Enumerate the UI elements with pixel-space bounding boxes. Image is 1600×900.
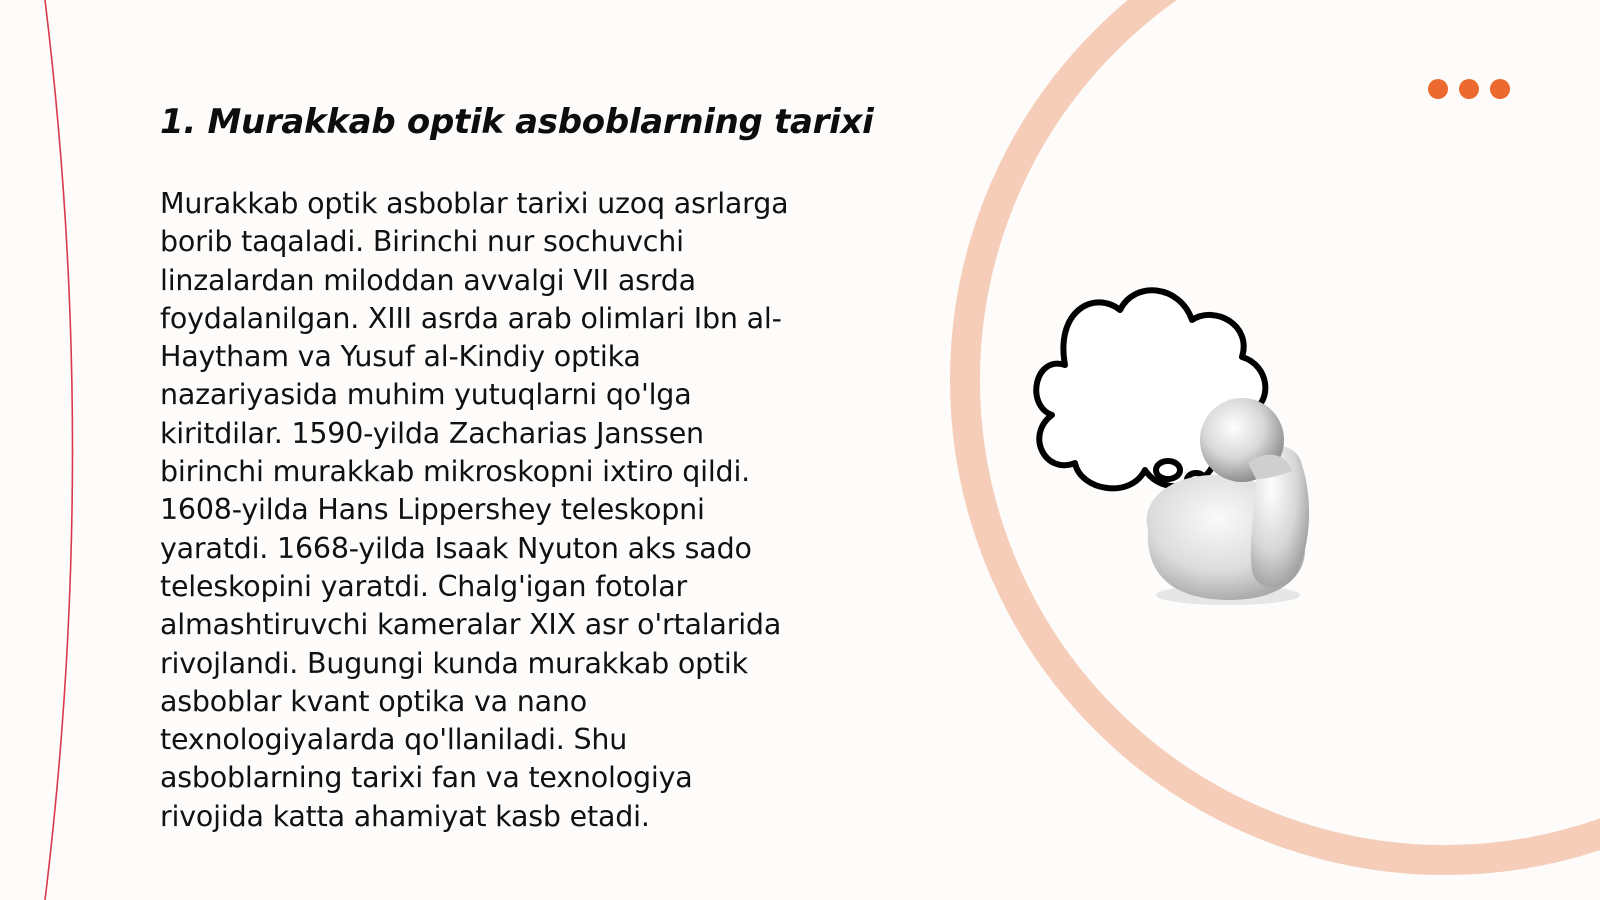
more-dots-icon <box>1428 79 1510 99</box>
body-line: linzalardan miloddan avvalgi VII asrda <box>160 263 696 297</box>
body-line: birinchi murakkab mikroskopni ixtiro qildi. <box>160 455 751 489</box>
body-line: Murakkab optik asboblar tarixi uzoq asrlarga <box>160 187 789 220</box>
slide-body-text <box>160 185 840 836</box>
body-line: texnologiyalarda qo'llaniladi. Shu <box>160 723 628 757</box>
body-line: 1608-yilda Hans Lippershey teleskopni <box>160 493 705 527</box>
body-line: yaratdi. 1668-yilda Isaak Nyuton aks sado <box>160 531 752 565</box>
left-red-curve <box>45 0 73 900</box>
body-line: nazariyasida muhim yutuqlarni qo'lga <box>160 378 692 412</box>
body-line: teleskopini yaratdi. Chalg'igan fotolar <box>160 569 688 603</box>
body-line: foydalanilgan. XIII asrda arab olimlari Ibn al- <box>160 301 782 335</box>
thinking-person-with-thought-bubble-icon <box>1030 275 1350 615</box>
body-line: rivojlandi. Bugungi kunda murakkab optik <box>160 646 748 680</box>
body-line: asboblarning tarixi fan va texnologiya <box>160 761 693 795</box>
dot-icon <box>1428 79 1448 99</box>
body-line: rivojida katta ahamiyat kasb etadi. <box>160 799 650 833</box>
dot-icon <box>1490 79 1510 99</box>
dot-icon <box>1459 79 1479 99</box>
body-line: Haytham va Yusuf al-Kindiy optika <box>160 340 641 374</box>
body-line: borib taqaladi. Birinchi nur sochuvchi <box>160 225 684 259</box>
slide-title: 1. Murakkab optik asboblarning tarixi <box>160 102 874 142</box>
body-line: asboblar kvant optika va nano <box>160 684 587 718</box>
body-line: almashtiruvchi kameralar XIX asr o'rtalarida <box>160 608 782 642</box>
body-line: kiritdilar. 1590-yilda Zacharias Janssen <box>160 416 704 450</box>
